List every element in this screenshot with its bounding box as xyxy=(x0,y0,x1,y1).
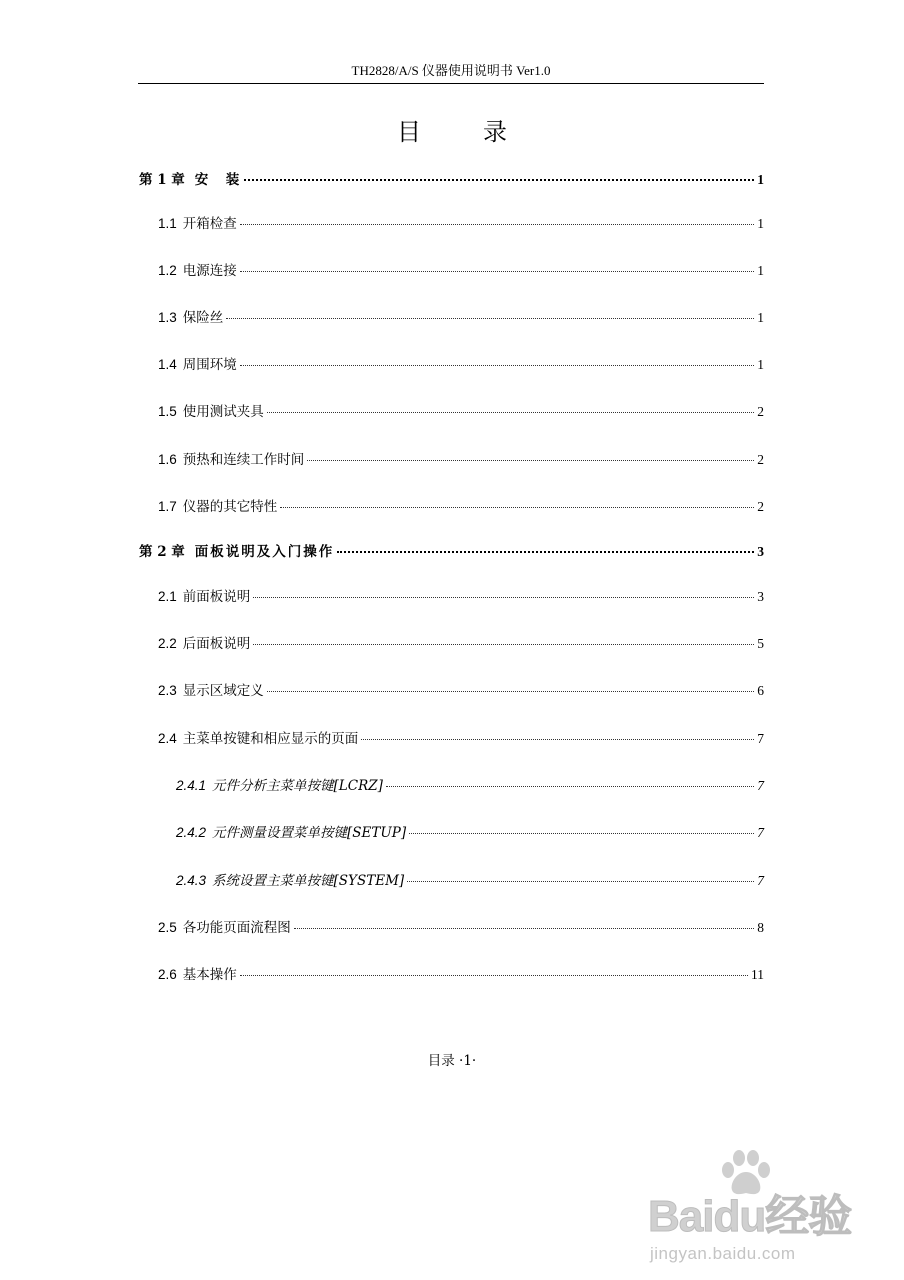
toc-entry-number: 1.7 xyxy=(158,499,177,514)
toc-entry-page: 1 xyxy=(757,172,764,187)
toc-entry-label: 周围环境 xyxy=(182,357,237,373)
toc-dot-leader xyxy=(267,690,754,692)
toc-entry-1-3[interactable] xyxy=(158,308,764,328)
toc-entry-page: 5 xyxy=(757,636,764,651)
toc-entry-2-4[interactable] xyxy=(158,729,764,749)
toc-dot-leader xyxy=(226,317,754,319)
toc-entry-number: 2.5 xyxy=(158,920,177,935)
toc-entry-label: 预热和连续工作时间 xyxy=(182,452,305,468)
toc-entry-1-6[interactable] xyxy=(158,450,764,470)
toc-entry-number: 2.4.1 xyxy=(176,778,207,793)
toc-entry-number: 2.3 xyxy=(158,683,177,698)
toc-entry-label: 后面板说明 xyxy=(182,636,251,652)
toc-dot-leader xyxy=(280,506,754,508)
toc-entry-label: 元件分析主菜单按键[LCRZ] xyxy=(212,778,383,794)
toc-entry-2-5[interactable] xyxy=(158,918,764,938)
toc-dot-leader xyxy=(244,178,754,181)
toc-dot-leader xyxy=(240,974,748,976)
toc-entry-label: 各功能页面流程图 xyxy=(182,920,291,936)
toc-dot-leader xyxy=(253,643,754,645)
header-rule xyxy=(138,83,764,84)
toc-entry-number: 2.4 xyxy=(158,731,177,746)
toc-entry-page: 6 xyxy=(757,683,764,698)
toc-entry-number: 1.4 xyxy=(158,357,177,372)
page-header: TH2828/A/S 仪器使用说明书 Ver1.0 xyxy=(351,63,551,78)
toc-entry-label: 元件测量设置菜单按键[SETUP] xyxy=(212,825,407,841)
toc-entry-number: 第 1 章 xyxy=(139,172,185,188)
toc-dot-leader xyxy=(409,832,754,834)
toc-entry-label: 主菜单按键和相应显示的页面 xyxy=(182,731,359,747)
paw-icon xyxy=(718,1150,774,1198)
toc-entry-2-2[interactable] xyxy=(158,634,764,654)
toc-entry-page: 7 xyxy=(757,825,764,840)
toc-entry-1-2[interactable] xyxy=(158,261,764,281)
toc-entry-chapter-2[interactable] xyxy=(139,542,764,562)
toc-entry-number: 1.6 xyxy=(158,452,177,467)
page-title: 目录 xyxy=(397,118,569,146)
toc-dot-leader xyxy=(386,785,754,787)
toc-entry-page: 7 xyxy=(757,873,764,888)
toc-entry-chapter-1[interactable] xyxy=(139,170,764,190)
toc-entry-label: 保险丝 xyxy=(182,310,224,326)
toc-dot-leader xyxy=(240,364,754,366)
toc-entry-label: 面板说明及入门操作 xyxy=(194,544,335,560)
toc-entry-1-5[interactable] xyxy=(158,402,764,422)
toc-entry-page: 7 xyxy=(757,778,764,793)
toc-entry-page: 8 xyxy=(757,920,764,935)
toc-entry-number: 1.3 xyxy=(158,310,177,325)
toc-entry-number: 第 2 章 xyxy=(139,544,185,560)
baidu-watermark xyxy=(640,1150,870,1265)
toc-entry-1-4[interactable] xyxy=(158,355,764,375)
toc-entry-number: 2.4.3 xyxy=(176,873,207,888)
watermark-url: jingyan.baidu.com xyxy=(650,1244,796,1263)
toc-entry-page: 2 xyxy=(757,404,764,419)
page-footer: 目录 ·1· xyxy=(427,1053,477,1069)
toc-entry-1-1[interactable] xyxy=(158,214,764,234)
toc-entry-1-7[interactable] xyxy=(158,497,764,517)
watermark-brand: Baidu经验 xyxy=(648,1192,852,1241)
toc-entry-page: 11 xyxy=(751,967,764,982)
toc-entry-number: 1.2 xyxy=(158,263,177,278)
toc-entry-number: 2.2 xyxy=(158,636,177,651)
toc-entry-page: 3 xyxy=(757,544,764,559)
toc-entry-page: 7 xyxy=(757,731,764,746)
toc-dot-leader xyxy=(337,550,754,553)
toc-entry-page: 3 xyxy=(757,589,764,604)
toc-entry-page: 1 xyxy=(757,263,764,278)
toc-dot-leader xyxy=(240,223,754,225)
toc-entry-page: 1 xyxy=(757,310,764,325)
toc-entry-2-1[interactable] xyxy=(158,587,764,607)
toc-entry-number: 2.4.2 xyxy=(176,825,207,840)
toc-entry-2-4-2[interactable] xyxy=(176,823,764,843)
toc-entry-label: 系统设置主菜单按键[SYSTEM] xyxy=(212,873,405,889)
toc-entry-number: 2.1 xyxy=(158,589,177,604)
toc-entry-label: 前面板说明 xyxy=(182,589,251,605)
toc-dot-leader xyxy=(361,738,754,740)
toc-entry-page: 2 xyxy=(757,499,764,514)
toc-entry-number: 1.5 xyxy=(158,404,177,419)
toc-entry-label: 开箱检查 xyxy=(182,216,237,232)
toc-entry-2-6[interactable] xyxy=(158,965,764,985)
toc-entry-number: 1.1 xyxy=(158,216,177,231)
toc-entry-page: 1 xyxy=(757,357,764,372)
toc-entry-page: 2 xyxy=(757,452,764,467)
toc-entry-label: 显示区域定义 xyxy=(182,683,264,699)
toc-dot-leader xyxy=(240,270,754,272)
toc-entry-label: 安 装 xyxy=(194,172,242,188)
toc-entry-number: 2.6 xyxy=(158,967,177,982)
toc-entry-label: 基本操作 xyxy=(182,967,237,983)
toc-entry-label: 仪器的其它特性 xyxy=(182,499,278,515)
toc-dot-leader xyxy=(294,927,754,929)
toc-entry-label: 使用测试夹具 xyxy=(182,404,264,420)
toc-entry-2-4-1[interactable] xyxy=(176,776,764,796)
toc-dot-leader xyxy=(267,411,754,413)
toc-entry-2-3[interactable] xyxy=(158,681,764,701)
toc-entry-page: 1 xyxy=(757,216,764,231)
toc-entry-2-4-3[interactable] xyxy=(176,871,764,891)
toc-entry-label: 电源连接 xyxy=(182,263,237,279)
toc-dot-leader xyxy=(307,459,754,461)
toc-dot-leader xyxy=(253,596,754,598)
toc-dot-leader xyxy=(407,880,754,882)
